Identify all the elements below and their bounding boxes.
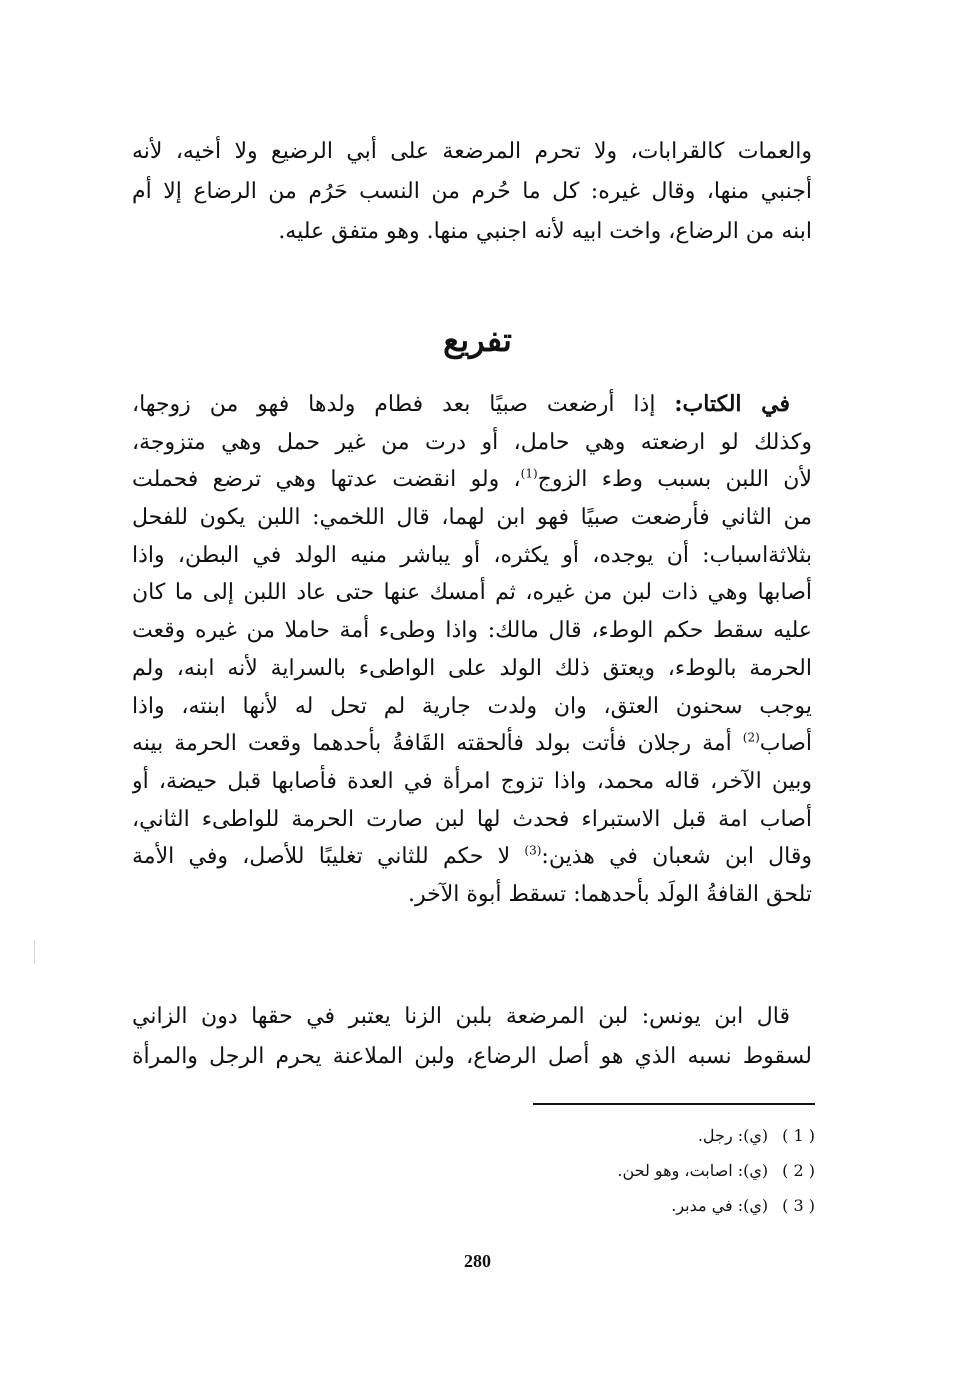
text-line: أصاب امة قبل الاستبراء فحدث لها لبن صارت الحرمة للواطىء الثاني، [132, 806, 812, 832]
text-line: الحرمة بالوطء، ويعتق ذلك الولد على الواطىء بالسراية لأنه ابنه، ولم [132, 655, 812, 681]
footnote-text: (ي): رجل. [697, 1126, 769, 1145]
text-line: يوجب سحنون العتق، وان ولدت جارية لم تحل له لأنها ابنته، واذا [132, 693, 812, 719]
text-line [132, 838, 812, 876]
text-line [132, 461, 812, 499]
text-segment: أمة رجلان فأتت بولد فألحقته القَافةُ بأحدهما وقعت الحرمة بينه [132, 731, 743, 757]
text-line: أجنبي منها، وقال غيره: كل ما حُرم من النسب حَرُم من الرضاع إلا أم [132, 179, 812, 204]
page-number: 280 [464, 1251, 491, 1271]
footnote-number: ( 1 ) [782, 1126, 815, 1145]
text-line: عليه سقط حكم الوطء، قال مالك: واذا وطىء أمة حاملا من غيره وقعت [132, 618, 812, 644]
text-segment: قال ابن يونس: لبن المرضعة بلبن الزنا يعتبر في حقها دون الزاني [132, 1004, 790, 1029]
section-heading: تفريع [443, 321, 512, 359]
text-segment: إذا أرضعت صبيًا بعد فطام ولدها فهو من زوجها، [132, 392, 656, 417]
text-segment: لا حكم للثاني تغليبًا للأصل، وفي الأمة [132, 844, 525, 870]
ibn-yunus-paragraph [132, 997, 812, 1077]
main-paragraph [132, 386, 812, 914]
text-segment: وقال ابن شعبان في هذين: [541, 844, 812, 870]
footnote-text: (ي): في مدبر. [671, 1196, 769, 1215]
footnote [420, 1188, 815, 1223]
text-line [132, 997, 812, 1037]
footnote-number: ( 3 ) [782, 1196, 815, 1215]
text-segment: لأن اللبن بسبب وطء الزوج [537, 467, 812, 493]
text-segment: أصاب [759, 731, 812, 757]
text-line [132, 725, 812, 763]
text-segment: ، ولو انقضت عدتها وهي ترضع فحملت [132, 467, 521, 493]
footnote-text: (ي): اصابت، وهو لحن. [617, 1161, 769, 1180]
footnote-ref: (3) [524, 843, 542, 858]
text-line: أصابها وهي ذات لبن من غيره، ثم أمسك عنها حتى عاد اللبن إلى ما كان [132, 580, 812, 606]
footnote-ref: (2) [742, 730, 760, 745]
footnote-number: ( 2 ) [782, 1161, 815, 1180]
text-line: وبين الآخر، قاله محمد، واذا تزوج امرأة في العدة فأصابها قبل حيضة، أو [132, 768, 812, 794]
text-line: بثلاثةاسباب: أن يوجده، أو يكثره، أو يباشر منيه الولد في البطن، واذا [132, 542, 812, 568]
text-line: والعمات كالقرابات، ولا تحرم المرضعة على أبي الرضيع ولا أخيه، لأنه [132, 139, 812, 164]
scan-margin-mark [34, 940, 35, 964]
footnote-ref: (1) [520, 467, 538, 482]
kitab-keyword: في الكتاب: [674, 391, 790, 417]
footnote [420, 1118, 815, 1153]
text-line: ابنه من الرضاع، واخت ابيه لأنه اجنبي منها. وهو متفق عليه. [278, 219, 812, 244]
footnote [420, 1153, 815, 1188]
intro-paragraph [132, 132, 812, 252]
text-line: وكذلك لو ارضعته وهي حامل، أو درت من غير حمل وهي متزوجة، [132, 429, 812, 455]
footnotes [420, 1118, 815, 1223]
footnote-divider [533, 1103, 815, 1105]
text-line [132, 386, 812, 424]
text-line: من الثاني فأرضعت صبيًا فهو ابن لهما، قال اللخمي: اللبن يكون للفحل [132, 505, 812, 531]
text-line: لسقوط نسبه الذي هو أصل الرضاع، ولبن الملاعنة يحرم الرجل والمرأة [132, 1044, 812, 1069]
text-line: تلحق القافةُ الولَد بأحدهما: تسقط أبوة الآخر. [408, 881, 812, 907]
